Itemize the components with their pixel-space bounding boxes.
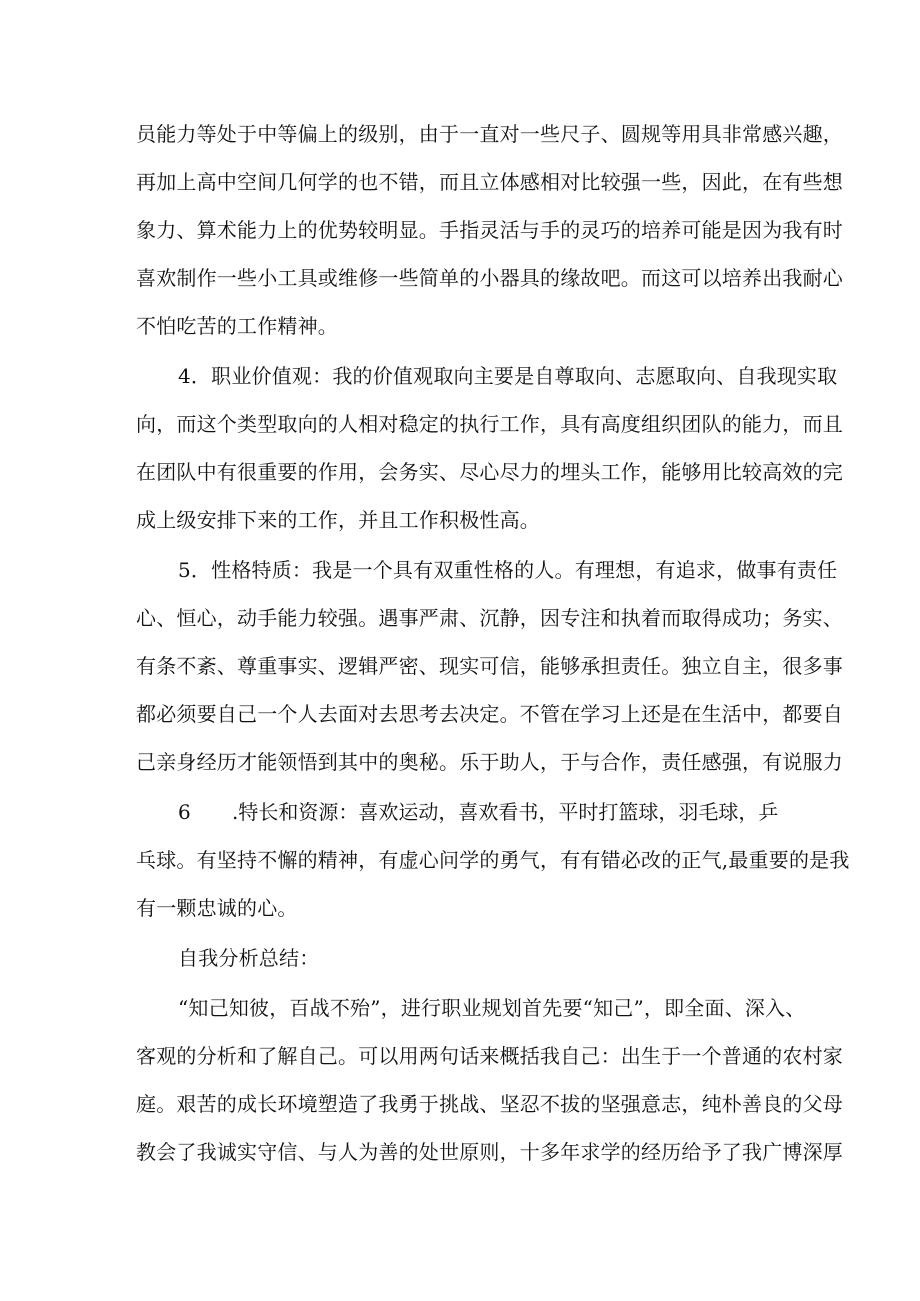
paragraph-line: 象力、算术能力上的优势较明显。手指灵活与手的灵巧的培养可能是因为我有时 [136, 218, 843, 242]
paragraph-line: 客观的分析和了解自己。可以用两句话来概括我自己：出生于一个普通的农村家 [136, 1044, 843, 1068]
section-5-heading-line: 5．性格特质：我是一个具有双重性格的人。有理想，有追求，做事有责任 [178, 558, 838, 582]
paragraph-line: 在团队中有很重要的作用，会务实、尽心尽力的埋头工作，能够用比较高效的完 [136, 460, 843, 484]
paragraph-line: 员能力等处于中等偏上的级别，由于一直对一些尺子、圆规等用具非常感兴趣， [136, 122, 843, 146]
paragraph-line: 有条不紊、尊重事实、逻辑严密、现实可信，能够承担责任。独立自主，很多事 [136, 654, 843, 678]
paragraph-line: 喜欢制作一些小工具或维修一些简单的小器具的缘故吧。而这可以培养出我耐心 [136, 266, 843, 290]
paragraph-line: 不怕吃苦的工作精神。 [136, 314, 338, 338]
paragraph-line: 有一颗忠诚的心。 [136, 896, 298, 920]
paragraph-line: 己亲身经历才能领悟到其中的奥秘。乐于助人，于与合作，责任感强，有说服力 [136, 750, 843, 774]
summary-paragraph-line: “知己知彼，百战不殆”，进行职业规划首先要“知己”，即全面、深入、 [178, 996, 806, 1020]
paragraph-line: 再加上高中空间几何学的也不错，而且立体感相对比较强一些，因此，在有些想 [136, 170, 843, 194]
paragraph-line: 向，而这个类型取向的人相对稳定的执行工作，具有高度组织团队的能力，而且 [136, 412, 843, 436]
section-6-number: 6 [178, 800, 191, 824]
paragraph-line: 心、恒心，动手能力较强。遇事严肃、沉静，因专注和执着而取得成功；务实、 [136, 606, 843, 630]
paragraph-line: 成上级安排下来的工作，并且工作积极性高。 [136, 508, 540, 532]
paragraph-line: 乓球。有坚持不懈的精神，有虚心问学的勇气，有有错必改的正气,最重要的是我 [136, 848, 850, 872]
section-6-heading-line: .特长和资源：喜欢运动，喜欢看书，平时打篮球，羽毛球，乒 [232, 800, 779, 824]
paragraph-line: 庭。艰苦的成长环境塑造了我勇于挑战、坚忍不拔的坚强意志，纯朴善良的父母 [136, 1092, 843, 1116]
paragraph-line: 都必须要自己一个人去面对去思考去决定。不管在学习上还是在生活中，都要自 [136, 702, 843, 726]
section-4-heading-line: 4．职业价值观：我的价值观取向主要是自尊取向、志愿取向、自我现实取 [178, 364, 838, 388]
paragraph-line: 教会了我诚实守信、与人为善的处世原则，十多年求学的经历给予了我广博深厚 [136, 1140, 843, 1164]
summary-heading: 自我分析总结： [178, 946, 320, 970]
